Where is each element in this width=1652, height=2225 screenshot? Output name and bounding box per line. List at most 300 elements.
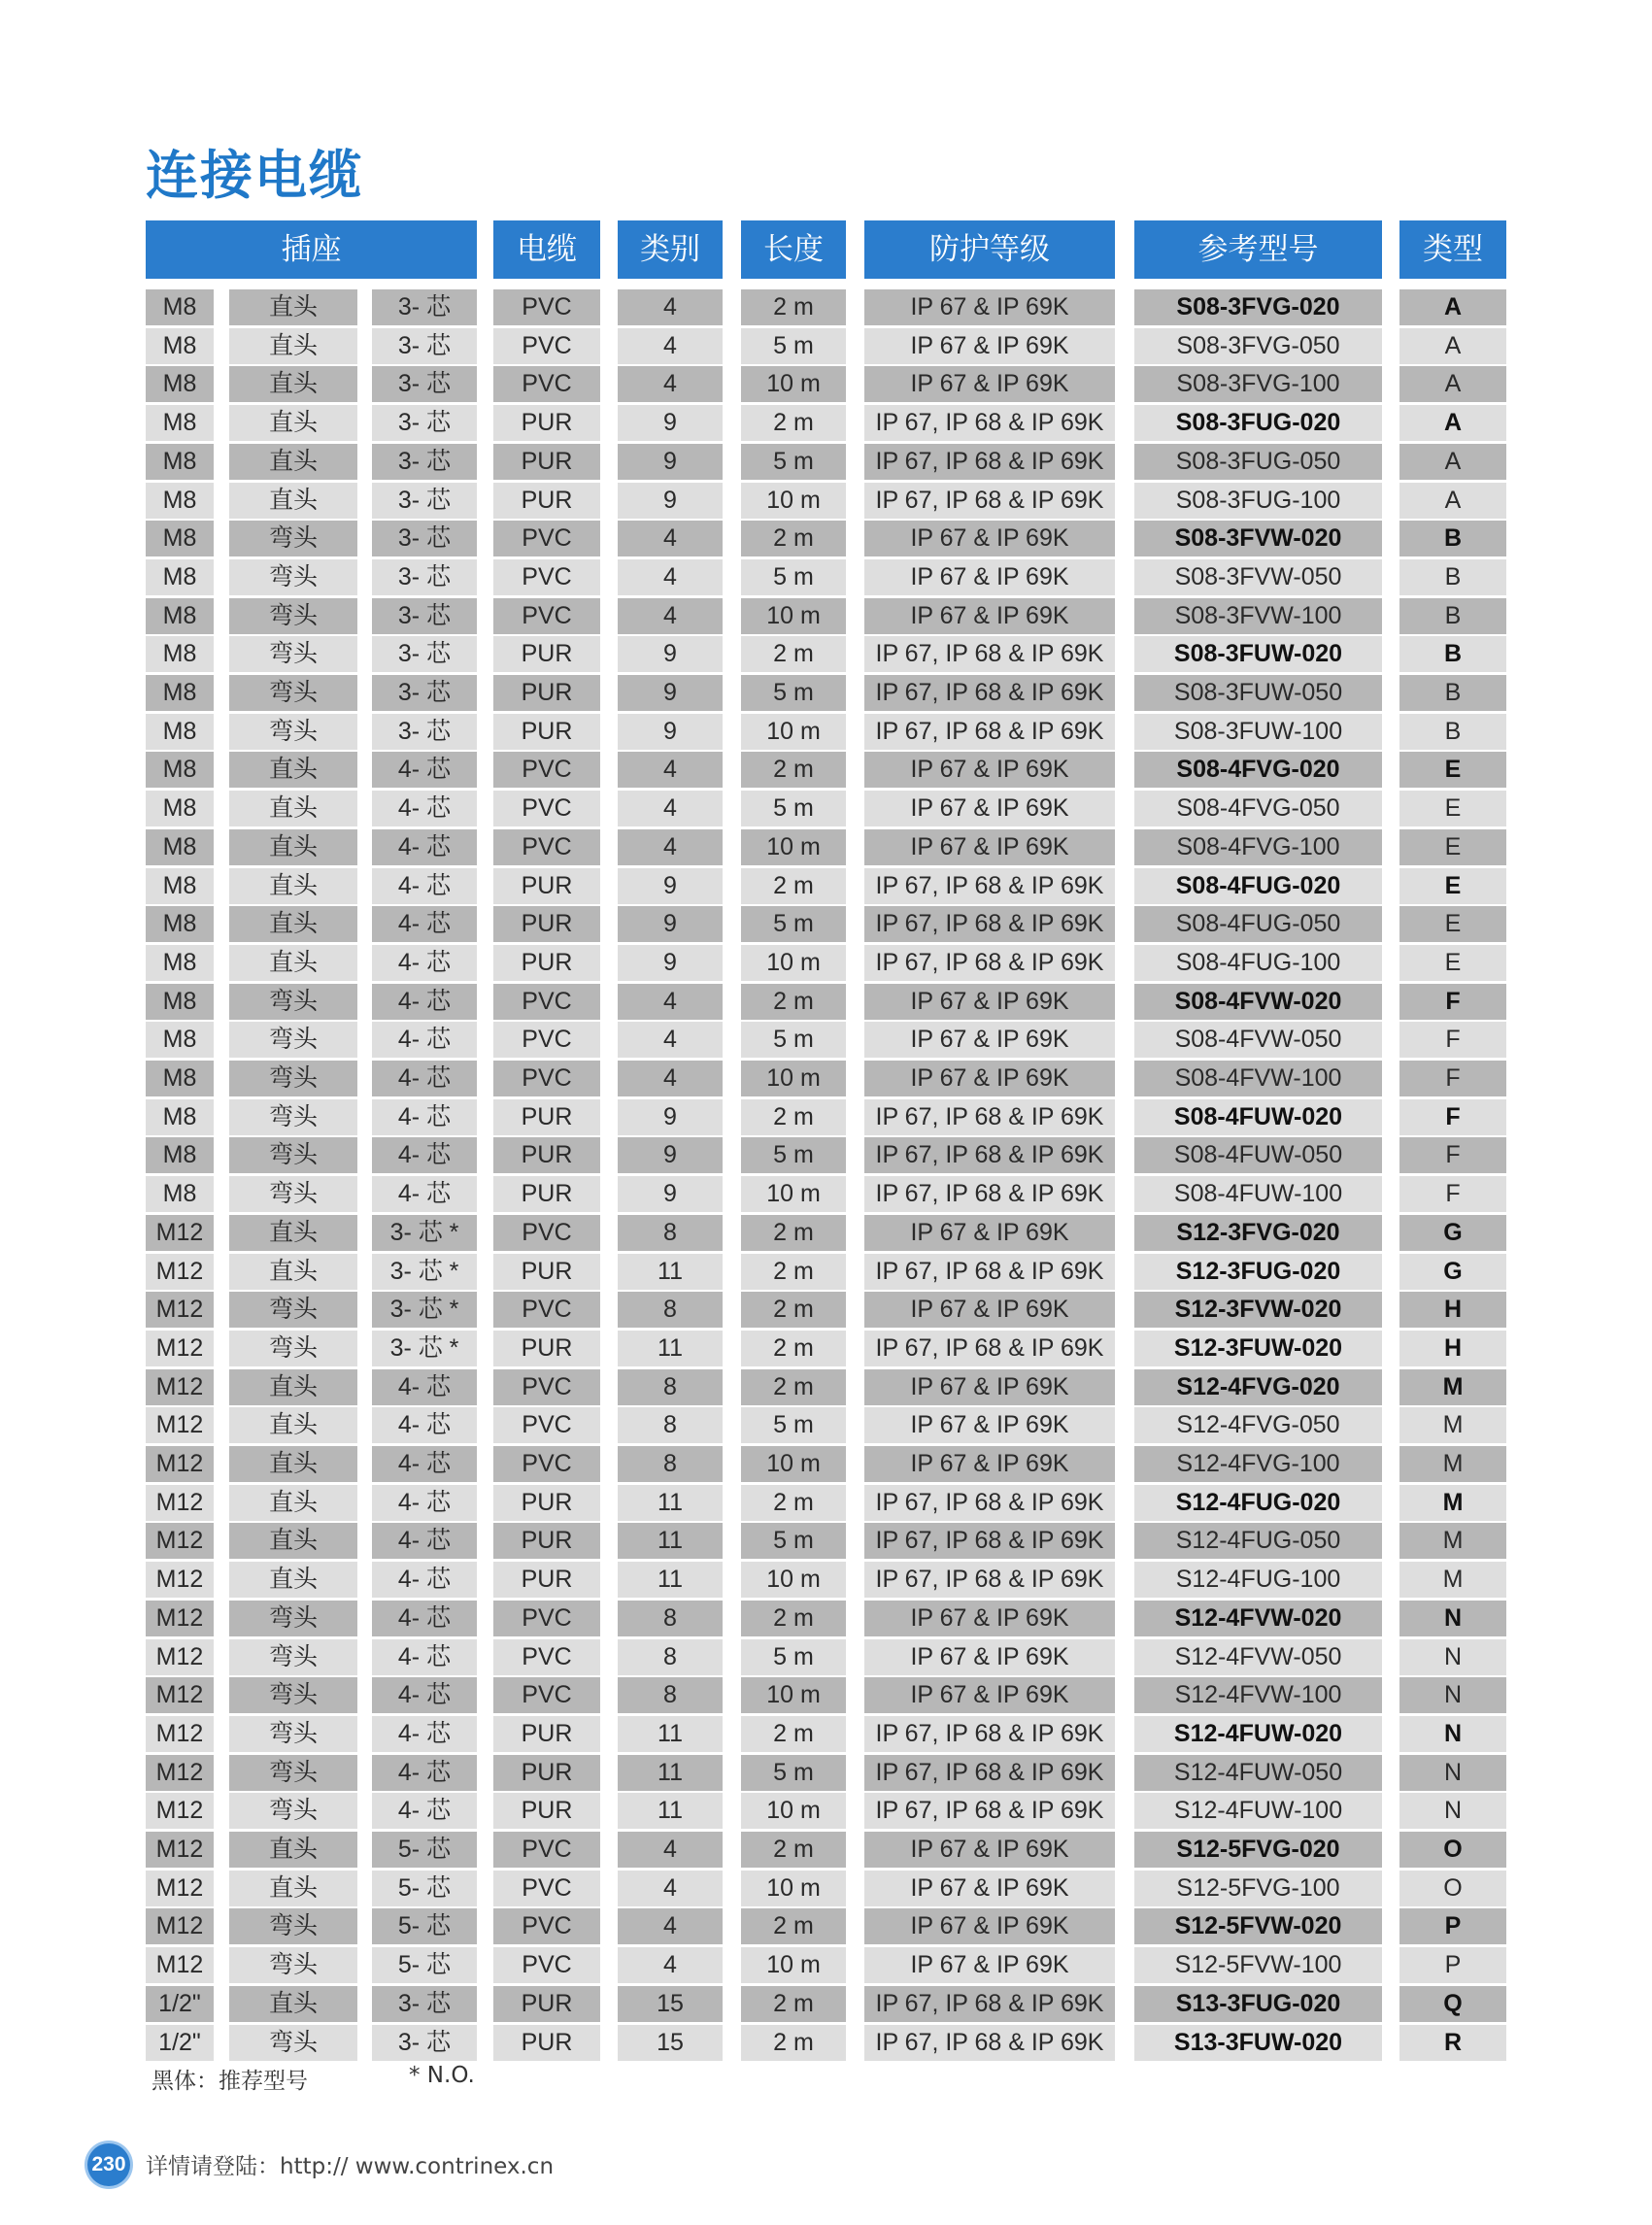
cell-reference: S12-4FVW-100 bbox=[1134, 1677, 1382, 1713]
cell-type: B bbox=[1399, 598, 1506, 634]
cell-cable: PUR bbox=[493, 444, 600, 480]
cell-category: 9 bbox=[618, 444, 723, 480]
cell-length: 2 m bbox=[741, 521, 846, 556]
cell-size: 1/2" bbox=[146, 2025, 214, 2061]
cell-protection: IP 67, IP 68 & IP 69K bbox=[864, 636, 1115, 672]
cell-protection: IP 67, IP 68 & IP 69K bbox=[864, 1523, 1115, 1559]
cell-type: H bbox=[1399, 1292, 1506, 1328]
cell-cable: PUR bbox=[493, 1562, 600, 1598]
cell-length: 10 m bbox=[741, 829, 846, 865]
cell-cable: PUR bbox=[493, 945, 600, 981]
cell-cable: PUR bbox=[493, 868, 600, 904]
cell-size: M8 bbox=[146, 444, 214, 480]
cell-type: N bbox=[1399, 1639, 1506, 1675]
cell-protection: IP 67 & IP 69K bbox=[864, 1369, 1115, 1405]
cell-cable: PVC bbox=[493, 1292, 600, 1328]
cell-size: M8 bbox=[146, 559, 214, 595]
cell-cable: PVC bbox=[493, 752, 600, 788]
cell-reference: S08-4FUG-100 bbox=[1134, 945, 1382, 981]
cell-reference: S08-3FVW-020 bbox=[1134, 521, 1382, 556]
cell-protection: IP 67, IP 68 & IP 69K bbox=[864, 1254, 1115, 1290]
cell-type: M bbox=[1399, 1446, 1506, 1482]
cell-length: 10 m bbox=[741, 366, 846, 402]
cell-size: M8 bbox=[146, 1022, 214, 1058]
cell-category: 8 bbox=[618, 1601, 723, 1636]
cell-category: 8 bbox=[618, 1407, 723, 1443]
cell-core: 3- 芯 bbox=[372, 559, 477, 595]
cell-size: M8 bbox=[146, 328, 214, 364]
cell-core: 3- 芯 * bbox=[372, 1331, 477, 1366]
cell-size: M12 bbox=[146, 1215, 214, 1251]
cell-reference: S12-4FVG-050 bbox=[1134, 1407, 1382, 1443]
cell-core: 4- 芯 bbox=[372, 1407, 477, 1443]
cell-cable: PVC bbox=[493, 1369, 600, 1405]
cell-cable: PUR bbox=[493, 906, 600, 942]
cell-core: 3- 芯 bbox=[372, 405, 477, 441]
cell-size: M12 bbox=[146, 1832, 214, 1868]
cell-protection: IP 67, IP 68 & IP 69K bbox=[864, 1986, 1115, 2022]
cell-reference: S12-4FUW-100 bbox=[1134, 1793, 1382, 1829]
cell-category: 11 bbox=[618, 1755, 723, 1791]
cell-reference: S08-4FVW-050 bbox=[1134, 1022, 1382, 1058]
cell-length: 10 m bbox=[741, 1871, 846, 1906]
cell-type: N bbox=[1399, 1677, 1506, 1713]
cell-head: 直头 bbox=[229, 1407, 357, 1443]
cell-type: E bbox=[1399, 945, 1506, 981]
cell-reference: S08-4FUW-100 bbox=[1134, 1176, 1382, 1212]
cell-protection: IP 67 & IP 69K bbox=[864, 1061, 1115, 1096]
page-title: 连接电缆 bbox=[146, 145, 363, 206]
cell-cable: PUR bbox=[493, 483, 600, 519]
cell-cable: PVC bbox=[493, 1639, 600, 1675]
cell-core: 3- 芯 * bbox=[372, 1215, 477, 1251]
cell-protection: IP 67 & IP 69K bbox=[864, 1215, 1115, 1251]
cell-size: M8 bbox=[146, 598, 214, 634]
cell-protection: IP 67 & IP 69K bbox=[864, 984, 1115, 1020]
cell-size: M8 bbox=[146, 945, 214, 981]
cell-size: M8 bbox=[146, 1099, 214, 1135]
cell-reference: S08-4FVG-050 bbox=[1134, 791, 1382, 826]
header-protection: 防护等级 bbox=[864, 220, 1115, 279]
cell-core: 3- 芯 bbox=[372, 521, 477, 556]
cell-core: 5- 芯 bbox=[372, 1871, 477, 1906]
cell-head: 弯头 bbox=[229, 1793, 357, 1829]
footnote-bold-note: 黑体：推荐型号 bbox=[152, 2069, 308, 2094]
cell-category: 4 bbox=[618, 328, 723, 364]
cell-category: 9 bbox=[618, 1137, 723, 1173]
cell-type: O bbox=[1399, 1832, 1506, 1868]
cell-type: E bbox=[1399, 791, 1506, 826]
cell-cable: PUR bbox=[493, 1793, 600, 1829]
cell-core: 3- 芯 bbox=[372, 675, 477, 711]
cell-head: 直头 bbox=[229, 1562, 357, 1598]
cell-size: M12 bbox=[146, 1407, 214, 1443]
cell-type: F bbox=[1399, 984, 1506, 1020]
cell-protection: IP 67 & IP 69K bbox=[864, 752, 1115, 788]
cell-head: 弯头 bbox=[229, 1755, 357, 1791]
cell-length: 2 m bbox=[741, 868, 846, 904]
cell-core: 3- 芯 bbox=[372, 714, 477, 750]
cell-size: M12 bbox=[146, 1716, 214, 1752]
cell-length: 5 m bbox=[741, 1523, 846, 1559]
cell-type: A bbox=[1399, 328, 1506, 364]
cell-reference: S12-5FVW-020 bbox=[1134, 1908, 1382, 1944]
cell-head: 弯头 bbox=[229, 675, 357, 711]
cell-category: 15 bbox=[618, 1986, 723, 2022]
cell-type: N bbox=[1399, 1601, 1506, 1636]
cell-protection: IP 67 & IP 69K bbox=[864, 559, 1115, 595]
cell-protection: IP 67, IP 68 & IP 69K bbox=[864, 1099, 1115, 1135]
cell-length: 5 m bbox=[741, 906, 846, 942]
cell-type: B bbox=[1399, 521, 1506, 556]
cell-size: M12 bbox=[146, 1793, 214, 1829]
cell-category: 8 bbox=[618, 1446, 723, 1482]
cell-type: F bbox=[1399, 1022, 1506, 1058]
cell-head: 弯头 bbox=[229, 1716, 357, 1752]
cell-protection: IP 67 & IP 69K bbox=[864, 598, 1115, 634]
cell-length: 2 m bbox=[741, 752, 846, 788]
cell-reference: S12-4FUW-020 bbox=[1134, 1716, 1382, 1752]
cell-length: 2 m bbox=[741, 1099, 846, 1135]
cell-length: 5 m bbox=[741, 1755, 846, 1791]
cell-reference: S08-3FUW-050 bbox=[1134, 675, 1382, 711]
cell-type: A bbox=[1399, 444, 1506, 480]
cell-core: 4- 芯 bbox=[372, 1755, 477, 1791]
header-category: 类别 bbox=[618, 220, 723, 279]
cell-reference: S08-4FVG-100 bbox=[1134, 829, 1382, 865]
cell-type: N bbox=[1399, 1716, 1506, 1752]
cell-category: 4 bbox=[618, 984, 723, 1020]
cell-size: M8 bbox=[146, 366, 214, 402]
cell-category: 4 bbox=[618, 598, 723, 634]
cell-category: 11 bbox=[618, 1331, 723, 1366]
cell-cable: PUR bbox=[493, 1485, 600, 1521]
cell-length: 2 m bbox=[741, 2025, 846, 2061]
cell-head: 弯头 bbox=[229, 1099, 357, 1135]
cell-protection: IP 67 & IP 69K bbox=[864, 1947, 1115, 1983]
cell-length: 2 m bbox=[741, 1485, 846, 1521]
cell-category: 15 bbox=[618, 2025, 723, 2061]
cell-core: 4- 芯 bbox=[372, 1137, 477, 1173]
cell-cable: PUR bbox=[493, 1523, 600, 1559]
cell-size: M8 bbox=[146, 636, 214, 672]
cell-cable: PUR bbox=[493, 1331, 600, 1366]
cell-protection: IP 67, IP 68 & IP 69K bbox=[864, 405, 1115, 441]
cell-length: 10 m bbox=[741, 1061, 846, 1096]
cell-size: M8 bbox=[146, 829, 214, 865]
cell-cable: PVC bbox=[493, 366, 600, 402]
cell-size: M8 bbox=[146, 868, 214, 904]
cell-head: 弯头 bbox=[229, 1639, 357, 1675]
cell-core: 3- 芯 * bbox=[372, 1254, 477, 1290]
cell-category: 4 bbox=[618, 1061, 723, 1096]
cell-protection: IP 67 & IP 69K bbox=[864, 1446, 1115, 1482]
cell-size: M12 bbox=[146, 1523, 214, 1559]
cell-core: 4- 芯 bbox=[372, 1176, 477, 1212]
cell-protection: IP 67, IP 68 & IP 69K bbox=[864, 1331, 1115, 1366]
cell-core: 5- 芯 bbox=[372, 1832, 477, 1868]
cell-size: M8 bbox=[146, 752, 214, 788]
cell-size: M8 bbox=[146, 791, 214, 826]
cell-head: 弯头 bbox=[229, 636, 357, 672]
cell-cable: PUR bbox=[493, 405, 600, 441]
cell-category: 9 bbox=[618, 906, 723, 942]
cell-cable: PVC bbox=[493, 1601, 600, 1636]
cell-category: 4 bbox=[618, 289, 723, 325]
cell-size: M12 bbox=[146, 1677, 214, 1713]
cell-length: 5 m bbox=[741, 444, 846, 480]
cell-protection: IP 67 & IP 69K bbox=[864, 1871, 1115, 1906]
cell-head: 直头 bbox=[229, 1485, 357, 1521]
cell-category: 9 bbox=[618, 945, 723, 981]
cell-head: 直头 bbox=[229, 1215, 357, 1251]
cell-head: 弯头 bbox=[229, 1331, 357, 1366]
cell-reference: S12-4FVG-100 bbox=[1134, 1446, 1382, 1482]
cell-protection: IP 67 & IP 69K bbox=[864, 829, 1115, 865]
cell-category: 8 bbox=[618, 1639, 723, 1675]
cell-head: 直头 bbox=[229, 906, 357, 942]
cell-type: E bbox=[1399, 829, 1506, 865]
cell-category: 11 bbox=[618, 1485, 723, 1521]
cell-type: M bbox=[1399, 1485, 1506, 1521]
cell-head: 弯头 bbox=[229, 1947, 357, 1983]
cell-length: 5 m bbox=[741, 1639, 846, 1675]
cell-reference: S08-3FVG-050 bbox=[1134, 328, 1382, 364]
cell-type: F bbox=[1399, 1176, 1506, 1212]
cell-head: 弯头 bbox=[229, 1908, 357, 1944]
cell-type: H bbox=[1399, 1331, 1506, 1366]
cell-length: 2 m bbox=[741, 636, 846, 672]
cell-core: 4- 芯 bbox=[372, 1523, 477, 1559]
cell-size: M12 bbox=[146, 1639, 214, 1675]
cell-reference: S12-4FUG-020 bbox=[1134, 1485, 1382, 1521]
cell-protection: IP 67, IP 68 & IP 69K bbox=[864, 714, 1115, 750]
cell-head: 弯头 bbox=[229, 521, 357, 556]
cell-length: 2 m bbox=[741, 1331, 846, 1366]
cell-cable: PUR bbox=[493, 636, 600, 672]
cell-cable: PVC bbox=[493, 1677, 600, 1713]
cell-length: 2 m bbox=[741, 405, 846, 441]
cell-type: Q bbox=[1399, 1986, 1506, 2022]
cell-length: 10 m bbox=[741, 1677, 846, 1713]
cell-type: R bbox=[1399, 2025, 1506, 2061]
header-reference: 参考型号 bbox=[1134, 220, 1382, 279]
cell-core: 4- 芯 bbox=[372, 1639, 477, 1675]
cell-size: M8 bbox=[146, 289, 214, 325]
cell-size: M12 bbox=[146, 1601, 214, 1636]
cell-core: 4- 芯 bbox=[372, 1022, 477, 1058]
cell-category: 4 bbox=[618, 791, 723, 826]
cell-head: 直头 bbox=[229, 1871, 357, 1906]
cell-head: 直头 bbox=[229, 1832, 357, 1868]
cell-length: 2 m bbox=[741, 1292, 846, 1328]
cell-type: E bbox=[1399, 752, 1506, 788]
cell-reference: S08-4FUW-050 bbox=[1134, 1137, 1382, 1173]
cell-protection: IP 67, IP 68 & IP 69K bbox=[864, 868, 1115, 904]
cell-size: M12 bbox=[146, 1446, 214, 1482]
cell-reference: S12-4FVG-020 bbox=[1134, 1369, 1382, 1405]
cell-category: 4 bbox=[618, 1908, 723, 1944]
cell-reference: S08-3FUG-100 bbox=[1134, 483, 1382, 519]
cell-protection: IP 67, IP 68 & IP 69K bbox=[864, 444, 1115, 480]
cell-category: 11 bbox=[618, 1793, 723, 1829]
cell-size: M12 bbox=[146, 1755, 214, 1791]
cell-reference: S12-3FUW-020 bbox=[1134, 1331, 1382, 1366]
cell-core: 4- 芯 bbox=[372, 1099, 477, 1135]
cell-protection: IP 67 & IP 69K bbox=[864, 328, 1115, 364]
cell-type: F bbox=[1399, 1099, 1506, 1135]
cell-type: N bbox=[1399, 1755, 1506, 1791]
cell-category: 9 bbox=[618, 714, 723, 750]
cell-length: 5 m bbox=[741, 1407, 846, 1443]
cell-cable: PVC bbox=[493, 791, 600, 826]
cell-length: 2 m bbox=[741, 1601, 846, 1636]
cell-cable: PVC bbox=[493, 1832, 600, 1868]
cell-reference: S12-4FVW-050 bbox=[1134, 1639, 1382, 1675]
cell-reference: S08-4FUG-050 bbox=[1134, 906, 1382, 942]
cell-protection: IP 67, IP 68 & IP 69K bbox=[864, 906, 1115, 942]
cell-cable: PVC bbox=[493, 1061, 600, 1096]
cell-category: 4 bbox=[618, 1022, 723, 1058]
cell-protection: IP 67 & IP 69K bbox=[864, 521, 1115, 556]
cell-protection: IP 67 & IP 69K bbox=[864, 1601, 1115, 1636]
cell-reference: S12-3FVW-020 bbox=[1134, 1292, 1382, 1328]
cell-reference: S12-3FVG-020 bbox=[1134, 1215, 1382, 1251]
cell-cable: PVC bbox=[493, 1407, 600, 1443]
cell-head: 弯头 bbox=[229, 1061, 357, 1096]
cell-core: 4- 芯 bbox=[372, 752, 477, 788]
cell-protection: IP 67, IP 68 & IP 69K bbox=[864, 1793, 1115, 1829]
cell-length: 2 m bbox=[741, 1215, 846, 1251]
cell-category: 11 bbox=[618, 1716, 723, 1752]
cell-size: M8 bbox=[146, 714, 214, 750]
cell-length: 10 m bbox=[741, 1176, 846, 1212]
cell-type: A bbox=[1399, 405, 1506, 441]
cell-reference: S12-4FVW-020 bbox=[1134, 1601, 1382, 1636]
cell-core: 5- 芯 bbox=[372, 1947, 477, 1983]
cell-category: 4 bbox=[618, 1871, 723, 1906]
cell-length: 2 m bbox=[741, 1254, 846, 1290]
cell-core: 3- 芯 bbox=[372, 444, 477, 480]
cell-protection: IP 67, IP 68 & IP 69K bbox=[864, 483, 1115, 519]
cell-head: 弯头 bbox=[229, 1677, 357, 1713]
cell-type: A bbox=[1399, 483, 1506, 519]
cell-cable: PUR bbox=[493, 1099, 600, 1135]
cell-cable: PUR bbox=[493, 1755, 600, 1791]
cell-type: M bbox=[1399, 1562, 1506, 1598]
cell-head: 弯头 bbox=[229, 1292, 357, 1328]
cell-protection: IP 67 & IP 69K bbox=[864, 1677, 1115, 1713]
cell-cable: PUR bbox=[493, 1986, 600, 2022]
cell-protection: IP 67 & IP 69K bbox=[864, 366, 1115, 402]
cell-type: M bbox=[1399, 1523, 1506, 1559]
cell-length: 2 m bbox=[741, 1716, 846, 1752]
cell-length: 5 m bbox=[741, 1137, 846, 1173]
cell-size: M8 bbox=[146, 521, 214, 556]
cell-core: 4- 芯 bbox=[372, 1562, 477, 1598]
cell-core: 4- 芯 bbox=[372, 1716, 477, 1752]
cell-reference: S12-5FVW-100 bbox=[1134, 1947, 1382, 1983]
cell-head: 弯头 bbox=[229, 2025, 357, 2061]
cell-head: 直头 bbox=[229, 289, 357, 325]
cell-category: 9 bbox=[618, 636, 723, 672]
cell-length: 2 m bbox=[741, 1908, 846, 1944]
cell-head: 弯头 bbox=[229, 1601, 357, 1636]
cell-cable: PVC bbox=[493, 1022, 600, 1058]
cell-core: 3- 芯 bbox=[372, 483, 477, 519]
cell-category: 4 bbox=[618, 1832, 723, 1868]
cell-category: 4 bbox=[618, 521, 723, 556]
cell-protection: IP 67, IP 68 & IP 69K bbox=[864, 2025, 1115, 2061]
cell-cable: PUR bbox=[493, 1716, 600, 1752]
cell-length: 10 m bbox=[741, 945, 846, 981]
footer-website-text: 详情请登陆：http:// www.contrinex.cn bbox=[146, 2154, 555, 2179]
cell-protection: IP 67 & IP 69K bbox=[864, 1022, 1115, 1058]
header-socket: 插座 bbox=[146, 220, 477, 279]
cell-size: M12 bbox=[146, 1485, 214, 1521]
cell-length: 10 m bbox=[741, 1793, 846, 1829]
cell-reference: S08-3FUW-100 bbox=[1134, 714, 1382, 750]
cell-core: 4- 芯 bbox=[372, 1677, 477, 1713]
cell-head: 直头 bbox=[229, 1446, 357, 1482]
cell-category: 11 bbox=[618, 1254, 723, 1290]
cell-protection: IP 67 & IP 69K bbox=[864, 1292, 1115, 1328]
cell-cable: PVC bbox=[493, 1871, 600, 1906]
cell-size: 1/2" bbox=[146, 1986, 214, 2022]
cell-reference: S12-4FUG-100 bbox=[1134, 1562, 1382, 1598]
cell-core: 4- 芯 bbox=[372, 906, 477, 942]
cell-protection: IP 67, IP 68 & IP 69K bbox=[864, 1716, 1115, 1752]
cell-size: M8 bbox=[146, 906, 214, 942]
cell-core: 3- 芯 bbox=[372, 636, 477, 672]
cell-core: 3- 芯 * bbox=[372, 1292, 477, 1328]
cell-length: 5 m bbox=[741, 675, 846, 711]
cell-head: 弯头 bbox=[229, 559, 357, 595]
cell-cable: PUR bbox=[493, 1254, 600, 1290]
cell-type: F bbox=[1399, 1137, 1506, 1173]
cell-cable: PVC bbox=[493, 289, 600, 325]
cell-core: 3- 芯 bbox=[372, 366, 477, 402]
cell-size: M8 bbox=[146, 1137, 214, 1173]
cell-protection: IP 67, IP 68 & IP 69K bbox=[864, 1755, 1115, 1791]
cell-length: 5 m bbox=[741, 1022, 846, 1058]
cell-category: 8 bbox=[618, 1215, 723, 1251]
cell-head: 直头 bbox=[229, 328, 357, 364]
cell-protection: IP 67 & IP 69K bbox=[864, 1407, 1115, 1443]
cell-category: 4 bbox=[618, 366, 723, 402]
cell-cable: PVC bbox=[493, 521, 600, 556]
cell-head: 弯头 bbox=[229, 1137, 357, 1173]
cell-size: M12 bbox=[146, 1369, 214, 1405]
cell-length: 10 m bbox=[741, 1446, 846, 1482]
cell-cable: PVC bbox=[493, 1947, 600, 1983]
cell-core: 4- 芯 bbox=[372, 791, 477, 826]
cell-head: 弯头 bbox=[229, 1022, 357, 1058]
cell-length: 2 m bbox=[741, 1832, 846, 1868]
cell-size: M12 bbox=[146, 1562, 214, 1598]
cell-core: 4- 芯 bbox=[372, 1601, 477, 1636]
cell-head: 直头 bbox=[229, 1523, 357, 1559]
cell-type: B bbox=[1399, 636, 1506, 672]
cell-category: 4 bbox=[618, 1947, 723, 1983]
cell-reference: S12-4FUG-050 bbox=[1134, 1523, 1382, 1559]
cell-cable: PVC bbox=[493, 1215, 600, 1251]
cell-core: 4- 芯 bbox=[372, 1446, 477, 1482]
cell-reference: S13-3FUW-020 bbox=[1134, 2025, 1382, 2061]
cell-reference: S08-3FUG-050 bbox=[1134, 444, 1382, 480]
cell-category: 9 bbox=[618, 1099, 723, 1135]
header-type: 类型 bbox=[1399, 220, 1506, 279]
